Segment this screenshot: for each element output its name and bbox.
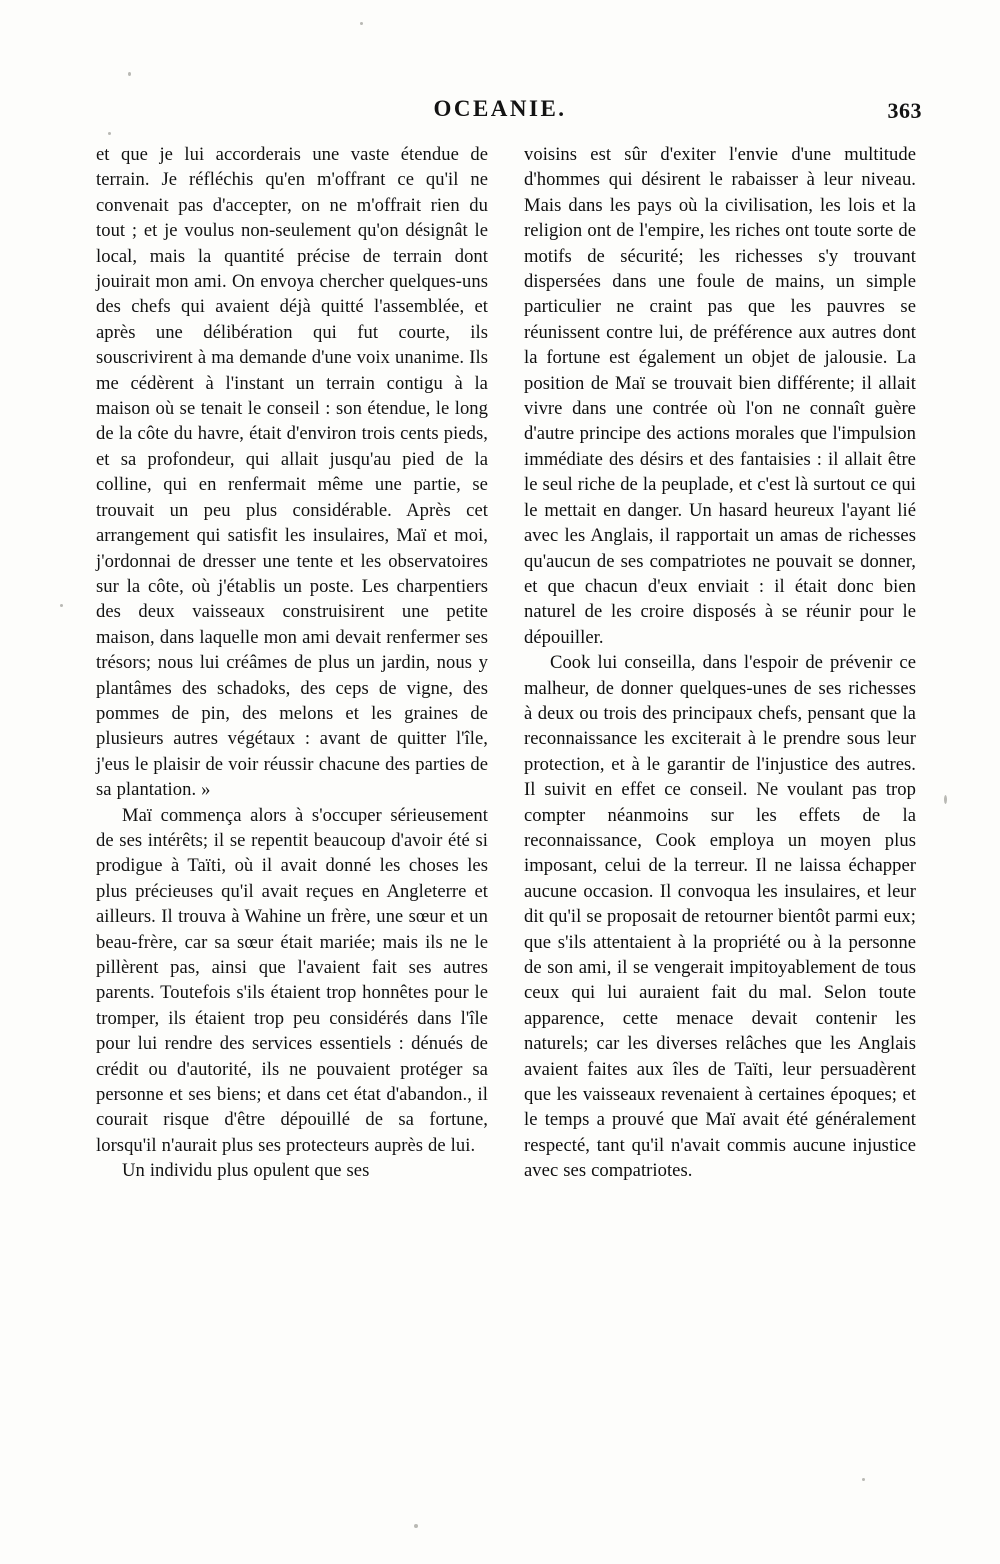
- paragraph: voisins est sûr d'exiter l'envie d'une multitude d'hommes qui désirent le rabaisser à leur niveau. Mais dans les pays où la civilisation, les lois et la religion ont de l'empire, les riches ont toute sorte de motifs de sécurité; les richesses s'y trouvant dispersées dans une foule de mains, un simple particulier ne craint pas que les pauvres se réunissent contre lui, de préférence aux autres dont la fortune est également un objet de jalousie. La position de Maï se trouvait bien différente; il allait vivre dans une contrée où l'on ne connaît guère d'autre principe des actions morales que l'impulsion immédiate des désirs et des fantaisies : il allait être le seul riche de la peuplade, et c'est là surtout ce qui le mettait en danger. Un hasard heureux l'ayant lié avec les Anglais, il rapportait un amas de richesses qu'aucun de ses compatriotes ne pouvait se donner, et que chacun d'eux enviait : il était donc bien naturel de les croire disposés à se réunir pour le dépouiller.: [524, 144, 916, 648]
- scan-speck: [360, 22, 363, 25]
- paragraph: Un individu plus opulent que ses: [122, 1160, 370, 1182]
- scan-speck: [414, 1524, 418, 1528]
- scan-speck: [108, 132, 111, 135]
- column-right: [524, 142, 916, 1472]
- text-body: [96, 142, 916, 1472]
- paragraph: Maï commença alors à s'occuper sérieusement de ses intérêts; il se repentit beaucoup d'avoir été si prodigue à Taïti, où il avait donné les choses les plus précieuses qu'il avait reçues en Angleterre et ailleurs. Il trouva à Wahine un frère, une sœur et un beau-frère, car sa sœur était mariée; mais ils ne le pillèrent pas, ainsi que l'avaient fait ses autres parents. Toutefois s'ils étaient trop honnêtes pour le tromper, ils étaient trop peu considérés dans l'île pour lui rendre des services essentiels : dénués de crédit ou d'autorité, ils ne pouvaient protéger sa personne et ses biens; et dans cet état d'abandon., il courait risque d'être dépouillé de sa fortune, lorsqu'il n'aurait plus ses protecteurs auprès de lui.: [96, 804, 488, 1156]
- paragraph: Cook lui conseilla, dans l'espoir de prévenir ce malheur, de donner quelques-unes de ses richesses à deux ou trois des principaux chefs, pensant que la reconnaissance les exciterait à le prendre sous leur protection, et à le garantir de l'injustice des autres. Il suivit en effet ce conseil. Ne voulant pas trop compter néanmoins sur les effets de la reconnaissance, Cook employa un moyen plus imposant, celui de la terreur. Il ne laissa échapper aucune occasion. Il convoqua les insulaires, et leur dit qu'il se proposait de retourner bientôt parmi eux; que s'ils attentaient à la propriété ou à la personne de son ami, il se vengerait impitoyablement de tous ceux qui lui auraient fait du mal. Selon toute apparence, cette menace devait contenir les naturels; car les diverses relâches que les Anglais avaient faites aux îles de Taïti, leur persuadèrent que les vaisseaux revenaient à certaines époques; et le temps a prouvé que Maï avait été généralement respecté, tant qu'il n'avait commis aucune injustice avec ses compatriotes.: [524, 652, 916, 1182]
- page-number: 363: [887, 98, 922, 123]
- paragraph: et que je lui accorderais une vaste étendue de terrain. Je réfléchis qu'en m'offrant ce qu'il ne convenait pas d'accepter, on ne m'offrait rien du tout ; et je voulus non-seulement qu'on désignât le local, mais la quantité précise de terrain dont jouirait mon ami. On envoya chercher quelques-uns des chefs qui avaient déjà quitté l'assemblée, et après une délibération qui fut courte, ils souscrivirent à ma demande d'une voix unanime. Ils me cédèrent à l'instant un terrain contigu à la maison où se tenait le conseil : son étendue, le long de la côte du havre, était d'environ trois cents pieds, et sa profondeur, qui allait jusqu'au pied de la colline, qui en renfermait même une partie, se trouvait un peu plus considérable. Après cet arrangement qui satisfit les insulaires, Maï et moi, j'ordonnai de dresser une tente et les observatoires sur la côte, où j'établis un poste. Les charpentiers des deux vaisseaux construisirent une petite maison, dans laquelle mon ami devait renfermer ses trésors; nous lui créâmes de plus un jardin, nous y plantâmes des schadoks, des ceps de vigne, des pommes de pin, des melons et les graines de plusieurs autres végétaux : avant de quitter l'île, j'eus le plaisir de voir réussir chacune des parties de sa plantation. »: [96, 144, 488, 801]
- scan-speck: [944, 795, 947, 804]
- scan-speck: [862, 1478, 865, 1481]
- page-header: [0, 96, 1000, 130]
- scan-speck: [60, 604, 63, 607]
- running-head: OCEANIE.: [433, 96, 567, 121]
- column-left: [96, 142, 488, 1472]
- scan-speck: [128, 72, 131, 76]
